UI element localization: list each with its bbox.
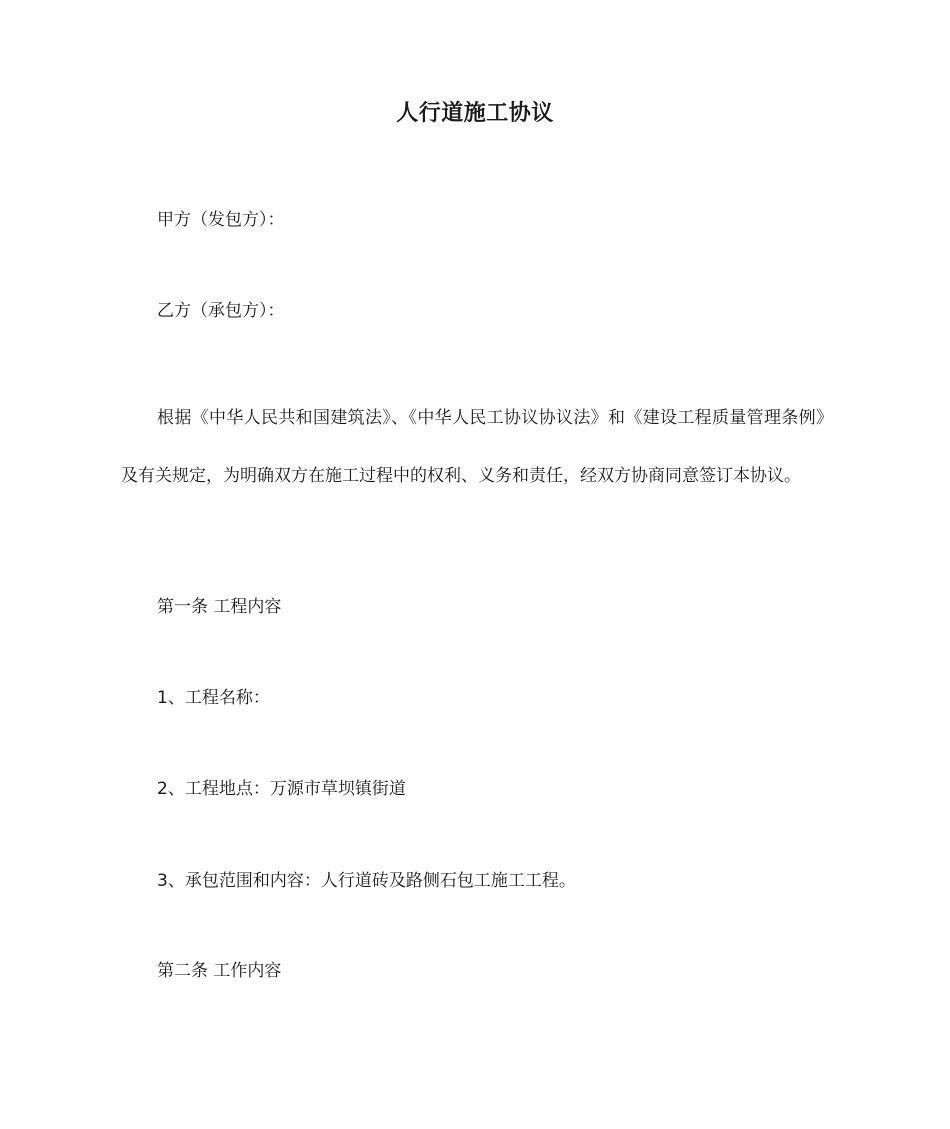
item-project-name: 1、工程名称： (157, 688, 270, 708)
article-2-heading: 第二条 工作内容 (157, 961, 282, 981)
party-b-label: 乙方（承包方）： (157, 301, 285, 321)
article-1-heading: 第一条 工程内容 (157, 597, 282, 617)
item-project-location: 2、工程地点：万源市草坝镇街道 (157, 779, 406, 799)
party-a-label: 甲方（发包方）： (157, 210, 285, 230)
preamble-paragraph: 根据《中华人民共和国建筑法》、《中华人民工协议协议法》和《建设工程质量管理条例》及有关规定，为明确双方在施工过程中的权利、义务和责任，经双方协商同意签订本协议。 (121, 408, 833, 486)
document-title: 人行道施工协议 (396, 101, 554, 126)
item-scope: 3、承包范围和内容：人行道砖及路侧石包工施工工程。 (157, 871, 576, 891)
